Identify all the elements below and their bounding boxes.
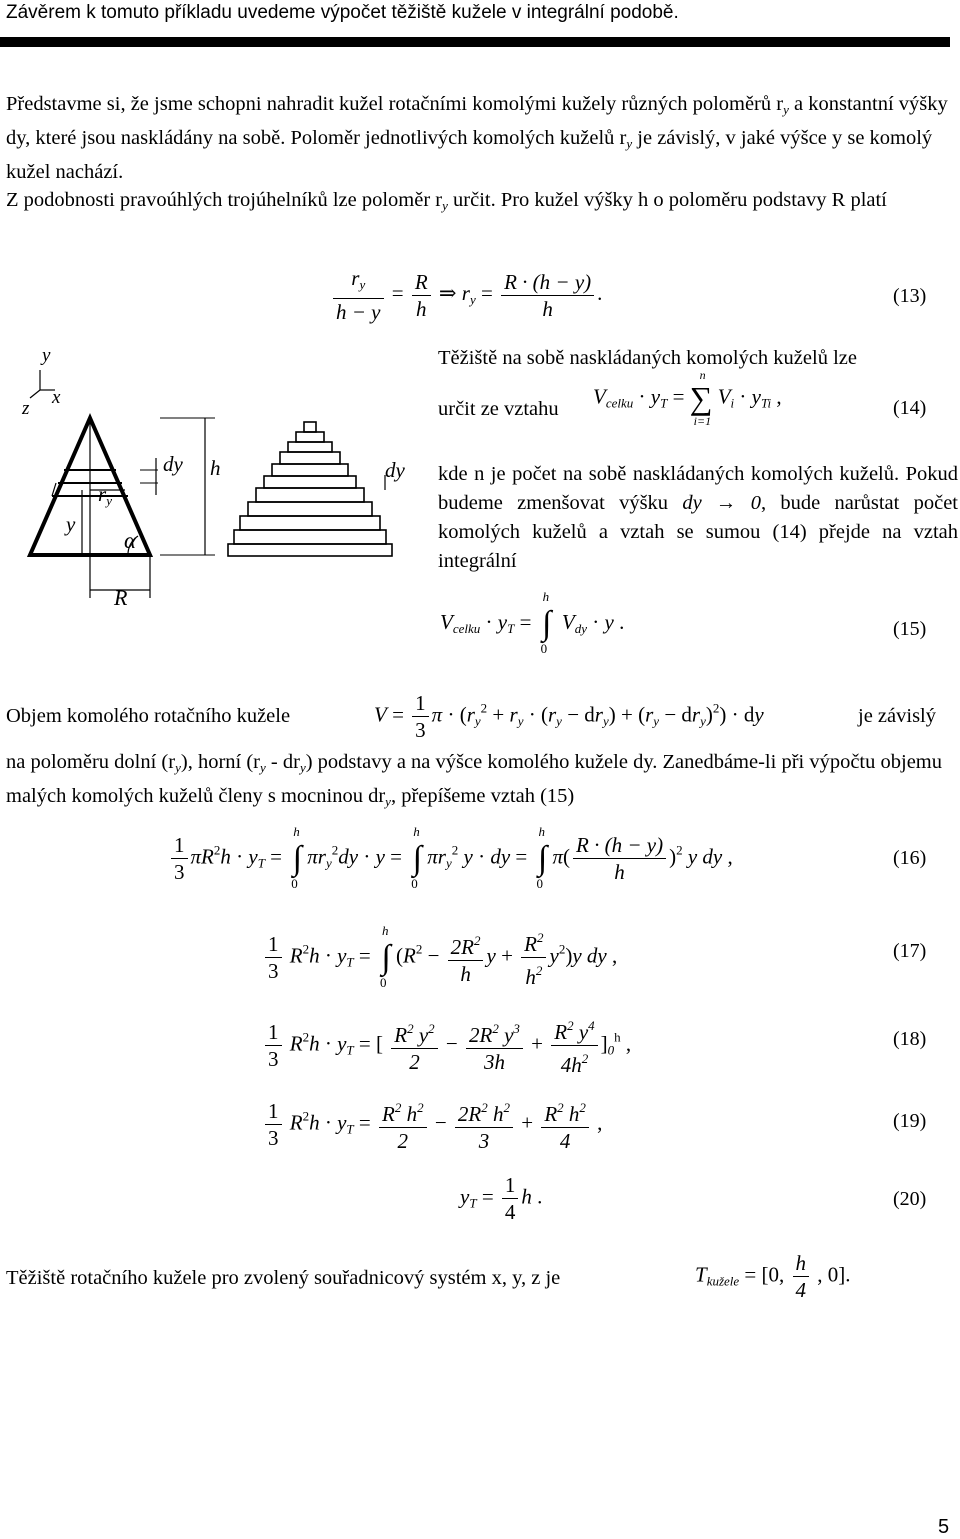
conclusion-result: $T_{kužele} = [0$, $\frac{h}{4}$ , 0].	[695, 1251, 851, 1302]
fig-z-axis-label: z	[22, 398, 30, 419]
eq17-number: (17)	[893, 940, 927, 962]
fig-y-dimension: y	[66, 512, 76, 536]
page-number: 5	[938, 1516, 950, 1538]
eq14-number: (14)	[893, 397, 927, 419]
eq15-number: (15)	[893, 618, 927, 640]
right-text-3: kde n je počet na sobě naskládaných komolých kuželů. Pokud budeme zmenšovat výšku dy → 0, bude narůstat počet komolých kuželů a vztah se sumou (14) přejde na vztah integrální	[438, 463, 958, 572]
intro-paragraph-2: Z podobnosti pravoúhlých trojúhelníků lze poloměr $r_y$ určit. Pro kužel výšky h o poloměru podstavy R platí	[6, 189, 887, 213]
fig-y-axis-label: y	[42, 345, 51, 366]
right-text-1: Těžiště na sobě naskládaných komolých kuželů lze	[438, 347, 857, 369]
equation-15: $V_{celku} \cdot y_T$ = ∫ h 0 $V_{dy} \cdot y$ .	[440, 589, 625, 656]
volume-text-c: na poloměru dolní $(r_y)$, horní $(r_y - dr_y)$ podstavy a na výšce komolého kužele dy. Zanedbáme-li při výpočtu objemu malých komolých kuželů členy s mocninou $dr_y$, přepíšeme vztah (15)	[6, 751, 942, 809]
fig-dy-dimension: dy	[163, 452, 183, 476]
fig-alpha-label: α	[124, 528, 137, 553]
right-text-2: určit ze vztahu	[438, 398, 559, 420]
eq18-number: (18)	[893, 1028, 927, 1050]
eq16-number: (16)	[893, 847, 927, 869]
equation-20: $y_T$ = $\frac{1}{4}$ h .	[460, 1173, 543, 1224]
fig-dy-right-dimension: dy	[385, 458, 405, 482]
conclusion-text: Těžiště rotačního kužele pro zvolený souřadnicový systém x, y, z je	[6, 1267, 561, 1289]
equation-18: $\frac{1}{3}$ $R^2h \cdot y_T$ = [ $\frac{R^2 y^2}{2}$ − $\frac{2R^2 y^3}{3h}$ + $\frac{R^2 y^4}{4h^2}$ ]$_0^h$ ,	[262, 1013, 631, 1078]
eq19-number: (19)	[893, 1110, 927, 1132]
volume-text-b: je závislý	[858, 705, 936, 727]
eq20-number: (20)	[893, 1188, 927, 1210]
cone-figure	[0, 340, 430, 640]
eq13-number: (13)	[893, 285, 927, 307]
equation-volume: V = $\frac{1}{3}$ $\pi \cdot (r_y^2 + r_y \cdot (r_y - dr_y) + (r_y - dr_y)^2)$ · dy	[374, 691, 764, 742]
intro-paragraph-1: Představme si, že jsme schopni nahradit kužel rotačními komolými kužely různých poloměrů $r_y$ a konstantní výšky dy, které jsou naskládány na sobě. Poloměr jednotlivých komolých kuželů $r_y$ je závislý, v jaké výšce y se komolý kužel nachází.	[6, 93, 948, 183]
fig-ry-label: $r_y$	[98, 482, 112, 508]
equation-14: $V_{celku} \cdot y_T$ = ∑ n i=1 $V_i \cdot y_{Ti}$ ,	[593, 368, 782, 428]
equation-17: $\frac{1}{3}$ $R^2h \cdot y_T$ = ∫ h 0 ($R^2$ − $\frac{2R^2}{h}$ y + $\frac{R^2}{h^2}$ $y^2)y$ dy ,	[262, 925, 617, 990]
heading-rule	[0, 37, 950, 47]
equation-13: $\frac{r_y}{h - y}$ = $\frac{R}{h}$ ⇒ $r_y$ = $\frac{R \cdot (h - y)}{h}$ .	[330, 265, 602, 325]
fig-h-dimension: h	[210, 456, 221, 480]
equation-19: $\frac{1}{3}$ $R^2h \cdot y_T$ = $\frac{R^2 h^2}{2}$ − $\frac{2R^2 h^2}{3}$ + $\frac{R^2 h^2}{4}$ ,	[262, 1095, 602, 1154]
fig-x-axis-label: x	[52, 387, 61, 408]
fig-R-label: R	[114, 585, 128, 610]
volume-text-a: Objem komolého rotačního kužele	[6, 705, 291, 727]
equation-16: $\frac{1}{3}$ $\pi R^2h \cdot y_T$ = ∫ h 0 $\pi r_y^2dy \cdot y$ = ∫ h 0 $\pi r_y^2$ y · dy = ∫ h 0 π( $\frac{R \cdot (h - y)}{h}$ )$^2$ y dy ,	[168, 832, 733, 885]
page-heading: Závěrem k tomuto příkladu uvedeme výpočet těžiště kužele v integrální podobě.	[6, 2, 679, 23]
